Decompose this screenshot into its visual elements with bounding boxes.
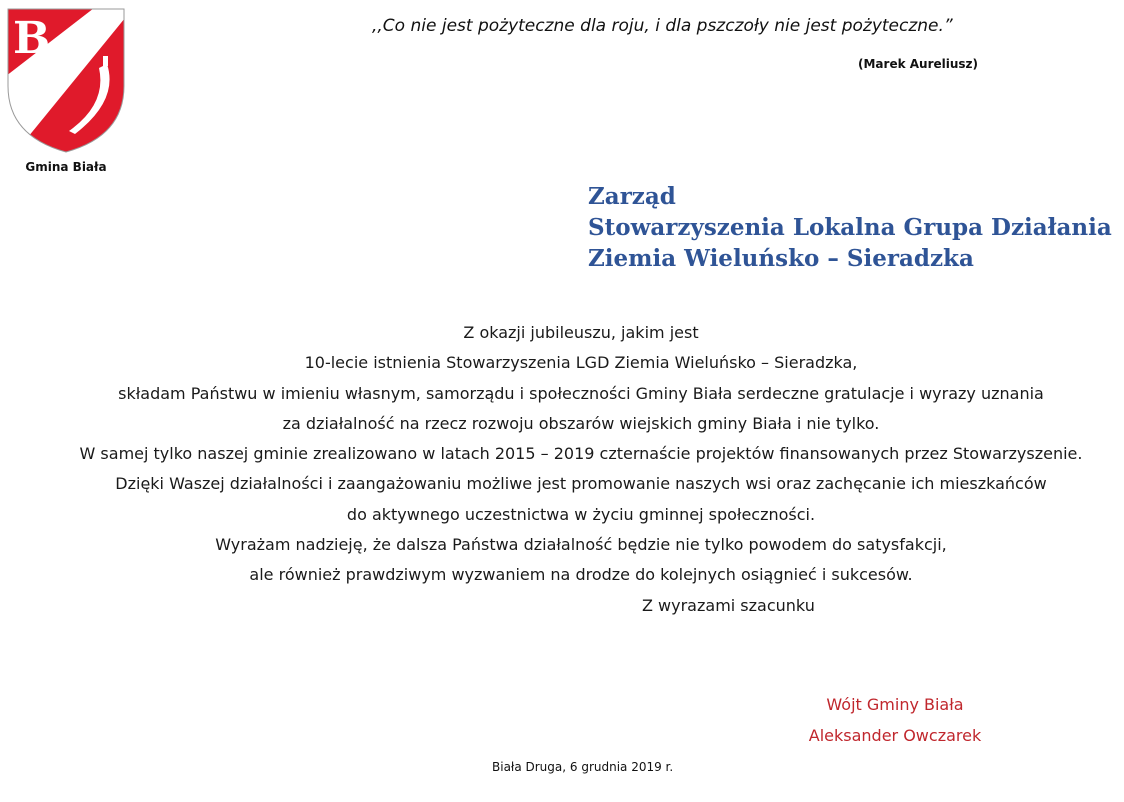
letter-line: W samej tylko naszej gminie zrealizowano w latach 2015 – 2019 czternaście projektów finansowanych przez Stowarzyszenie. <box>79 444 1083 464</box>
crest-letter: B <box>13 13 51 64</box>
place-and-date: Biała Druga, 6 grudnia 2019 r. <box>492 760 674 774</box>
letter-line: Wyrażam nadzieję, że dalsza Państwa działalność będzie nie tylko powodem do satysfakcji, <box>215 535 947 555</box>
addressee-block <box>588 181 1112 274</box>
letter-line: do aktywnego uczestnictwa w życiu gminnej społeczności. <box>346 504 816 524</box>
addressee-line-1: Zarząd <box>588 183 676 210</box>
gmina-biala-coat-of-arms <box>7 8 125 153</box>
letter-line: za działalność na rzecz rozwoju obszarów wiejskich gminy Biała i nie tylko. <box>282 413 880 433</box>
letter-line: składam Państwu w imieniu własnym, samorządu i społeczności Gminy Biała serdeczne gratulacje i wyrazy uznania <box>118 383 1044 403</box>
letter-line: Dzięki Waszej działalności i zaangażowaniu możliwe jest promowanie naszych wsi oraz zachęcanie ich mieszkańców <box>115 474 1047 494</box>
letter-line: ale również prawdziwym wyzwaniem na drodze do kolejnych osiągnieć i sukcesów. <box>249 565 913 585</box>
sabre-hilt <box>103 56 108 66</box>
crest-caption: Gmina Biała <box>25 160 107 174</box>
addressee-line-3: Ziemia Wieluńsko – Sieradzka <box>588 245 974 272</box>
signature-title: Wójt Gminy Biała <box>826 695 964 714</box>
letter-line: Z okazji jubileuszu, jakim jest <box>463 323 699 342</box>
letter-closing: Z wyrazami szacunku <box>642 596 815 615</box>
motto-quote: ,,Co nie jest pożyteczne dla roju, i dla pszczoły nie jest pożyteczne.” <box>372 16 953 36</box>
addressee-line-2: Stowarzyszenia Lokalna Grupa Działania <box>588 214 1112 241</box>
letter-line: 10-lecie istnienia Stowarzyszenia LGD Ziemia Wieluńsko – Sieradzka, <box>304 353 858 373</box>
signature-block <box>795 689 995 751</box>
signature-name: Aleksander Owczarek <box>808 726 982 745</box>
letter-body <box>0 318 1124 591</box>
quote-author: (Marek Aureliusz) <box>858 57 979 71</box>
